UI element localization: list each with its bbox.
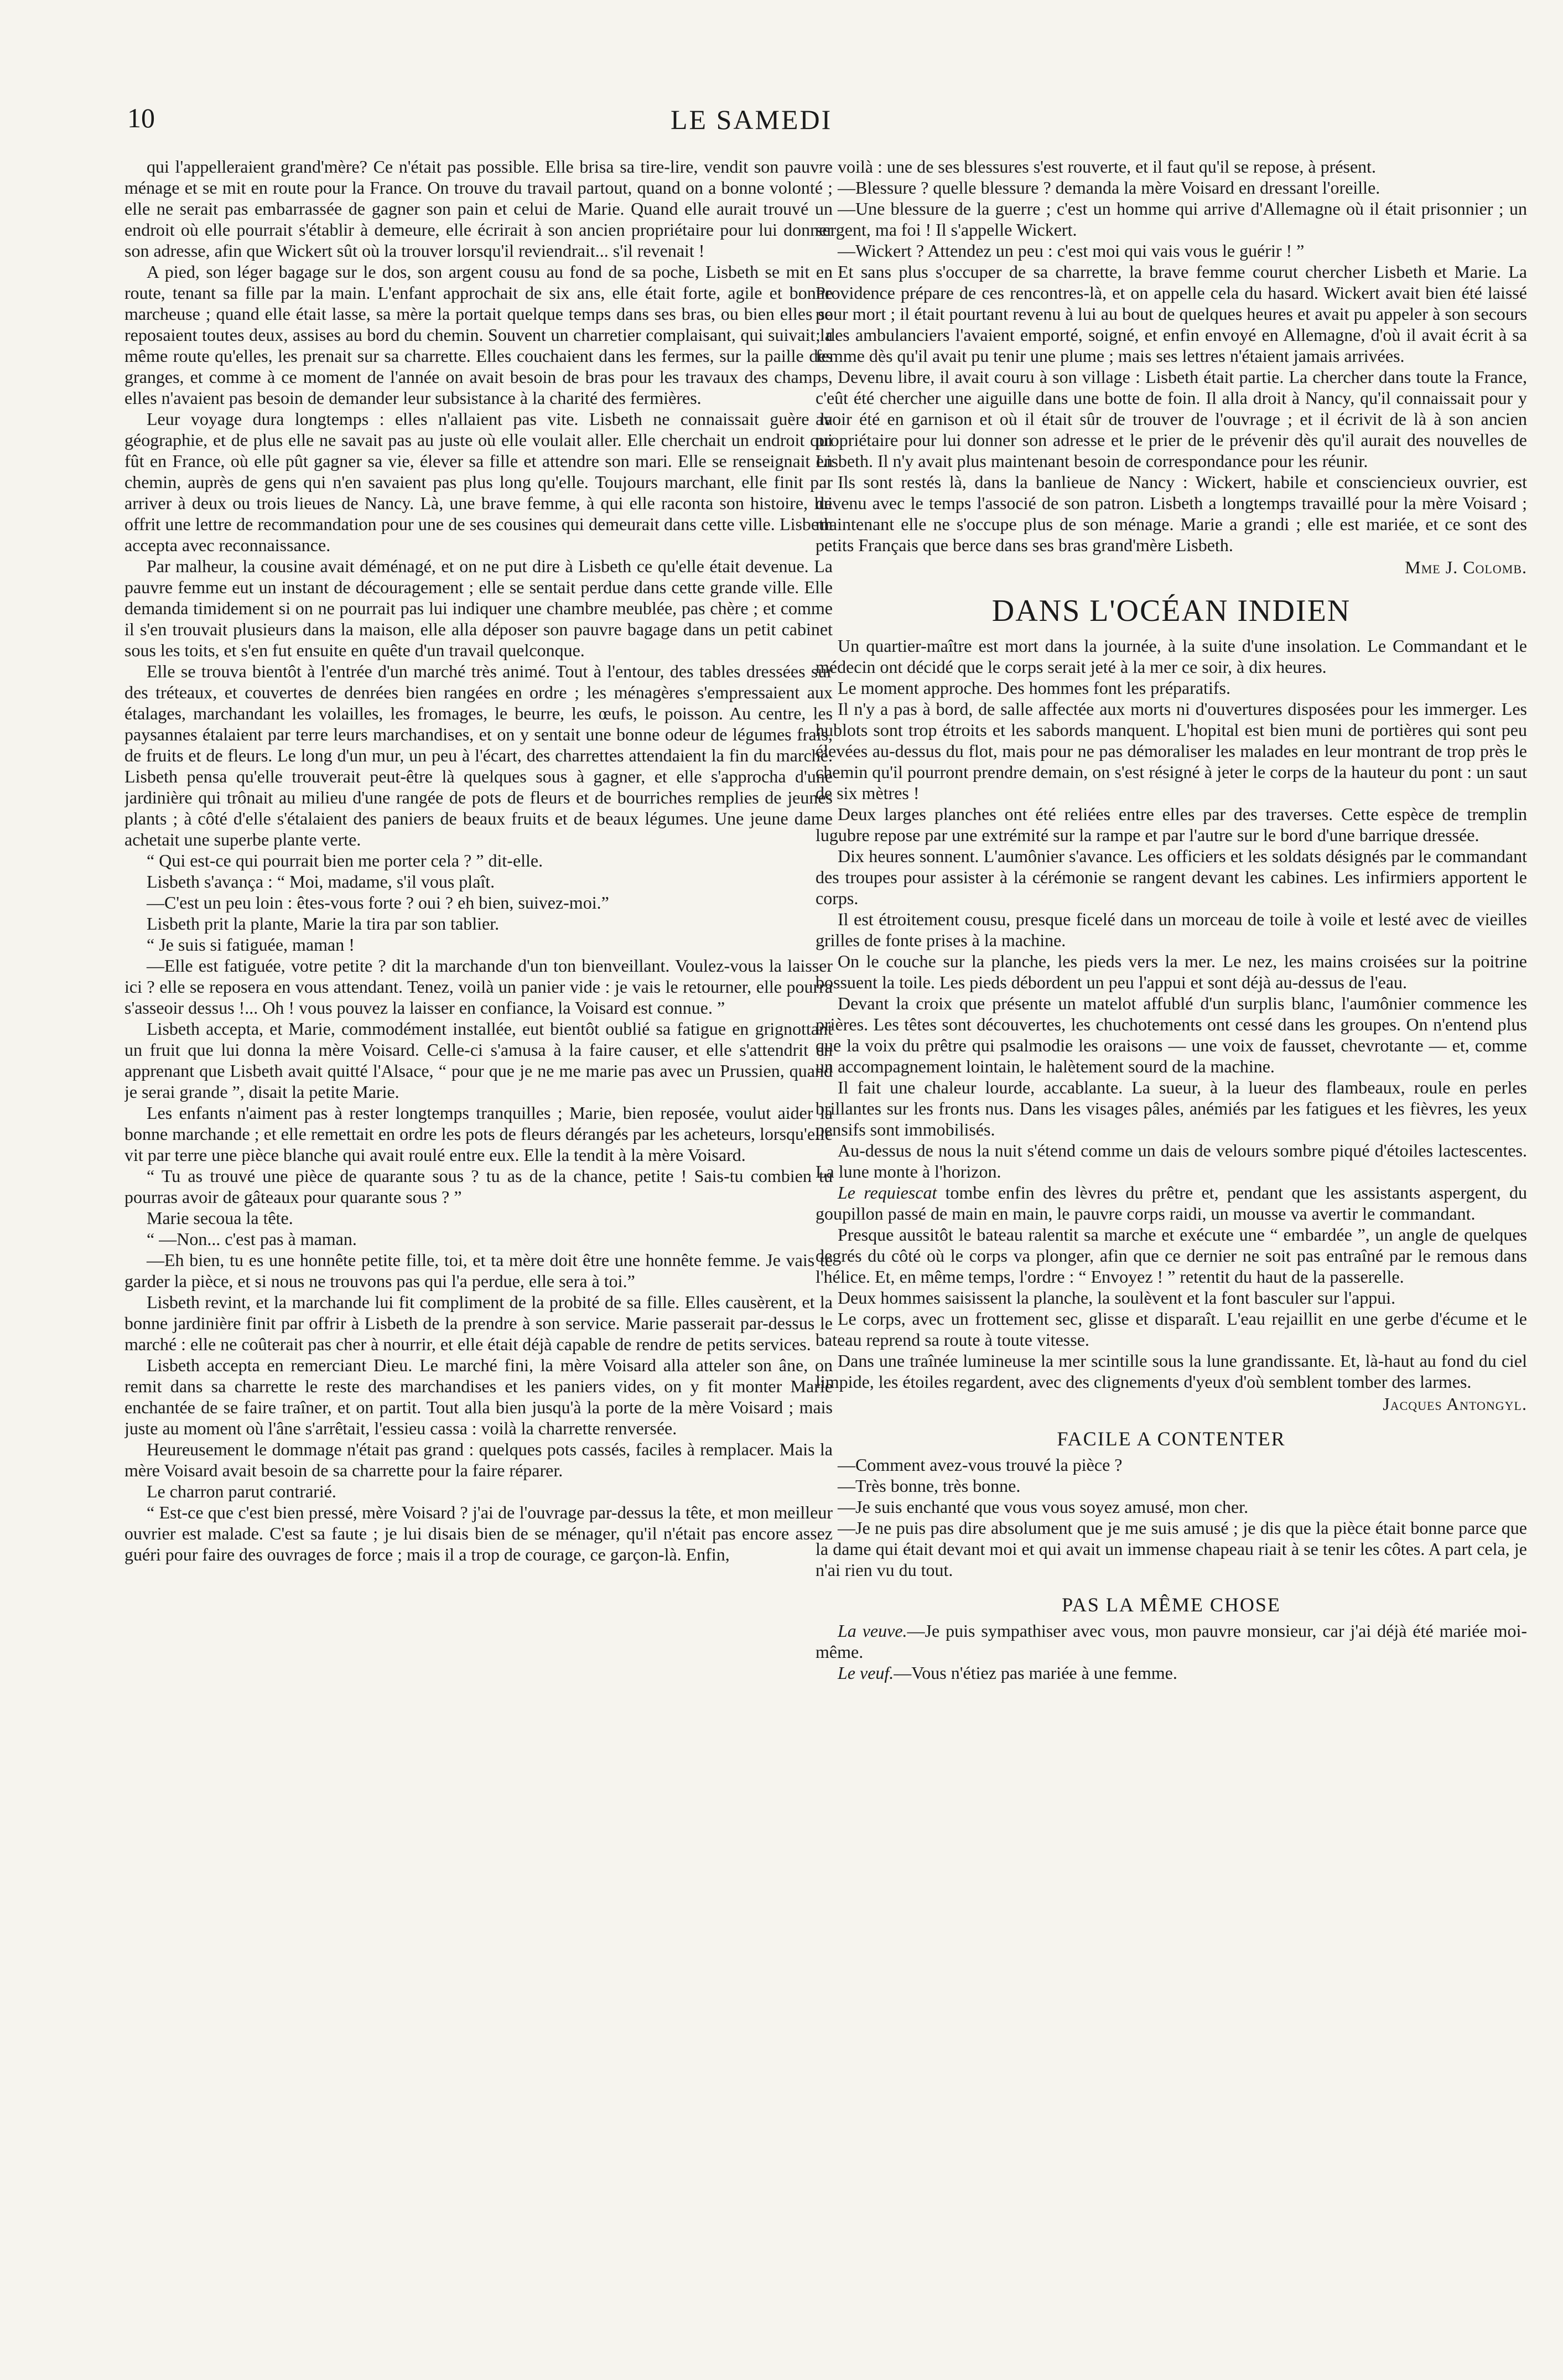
paragraph: —Comment avez-vous trouvé la pièce ? bbox=[838, 1455, 1123, 1475]
dialogue-line bbox=[816, 1662, 1527, 1683]
dialogue-text: —Je puis sympathiser avec vous, mon pauvre monsieur, car j'ai déjà été mariée moi-même. bbox=[816, 1621, 1527, 1662]
paragraph: —Je ne puis pas dire absolument que je me suis amusé ; je dis que la pièce était bonne parce que la dame qui était devant moi et qui avait un immense chapeau riait à se tenir les côtes. A part cela, je n'ai rien vu du tout. bbox=[816, 1518, 1527, 1580]
paragraph: Elle se trouva bientôt à l'entrée d'un marché très animé. Tout à l'entour, des tables dressées sur des tréteaux, et couvertes de denrées bien rangées en ordre ; les ménagères s'empressaient aux étalages, marchandant les volailles, les fromages, le beurre, les œufs, le poisson. Au centre, les paysannes étalaient par terre leurs marchandises, et on y sentait une bonne odeur de légumes frais, de fruits et de fleurs. Le long d'un mur, un peu à l'écart, des charrettes attendaient la fin du marché. Lisbeth pensa qu'elle trouverait peut-être là quelques sous à gagner, et elle s'approcha d'une jardinière qui trônait au milieu d'une rangée de pots de fleurs et de bourriches remplies de jeunes plants ; à côté d'elle s'étalaient des paniers de beaux fruits et de beaux légumes. Une jeune dame achetait une superbe plante verte. bbox=[124, 661, 833, 849]
paragraph: Le charron parut contrarié. bbox=[147, 1481, 336, 1501]
paragraph: Heureusement le dommage n'était pas grand : quelques pots cassés, faciles à remplacer. Mais la mère Voisard avait besoin de sa charrette pour la faire réparer. bbox=[124, 1439, 833, 1480]
paragraph: qui l'appelleraient grand'mère? Ce n'était pas possible. Elle brisa sa tire-lire, vendit son pauvre ménage et se mit en route pour la France. On trouve du travail partout, quand on a bonne volonté ; elle ne serait pas embarrassée de gagner son pain et celui de Marie. Quand elle aurait trouvé un endroit où elle pourrait s'établir à demeure, elle écrirait à son ancien propriétaire pour lui donner son adresse, afin que Wickert sût où la trouver lorsqu'il reviendrait... s'il revenait ! bbox=[124, 157, 833, 261]
paragraph: Par malheur, la cousine avait déménagé, et on ne put dire à Lisbeth ce qu'elle était devenue. La pauvre femme eut un instant de découragement ; elle se sentait perdue dans cette grande ville. Elle demanda timidement si on ne pourrait pas lui indiquer une chambre meublée, pas chère ; et comme il s'en trouvait plusieurs dans la maison, elle alla déposer son pauvre bagage dans un petit cabinet sous les toits, et s'en fut ensuite en quête d'un travail quelconque. bbox=[124, 556, 833, 660]
author-signature bbox=[816, 557, 1527, 578]
article-title-pas-meme: PAS LA MÊME CHOSE bbox=[1062, 1594, 1281, 1616]
paragraph: Au-dessus de nous la nuit s'étend comme un dais de velours sombre piqué d'étoiles lactescentes. La lune monte à l'horizon. bbox=[816, 1140, 1527, 1181]
paragraph: Deux hommes saisissent la planche, la soulèvent et la font basculer sur l'appui. bbox=[838, 1288, 1396, 1308]
paragraph: Devant la croix que présente un matelot affublé d'un surplis blanc, l'aumônier commence les prières. Les têtes sont découvertes, les chuchotements ont cessé dans les groupes. On n'entend plus que la voix du prêtre qui psalmodie les oraisons — une voix de fausset, chevrotante — et, comme un accompagnement lointain, le halètement sourd de la machine. bbox=[816, 993, 1527, 1076]
paragraph: Et sans plus s'occuper de sa charrette, la brave femme courut chercher Lisbeth et Marie. La Providence prépare de ces rencontres-là, et on appelle cela du hasard. Wickert avait bien été laissé pour mort ; il était pourtant revenu à lui au bout de quelques heures et avait pu appeler à son secours ; des ambulanciers l'avaient emporté, soigné, et enfin envoyé en Allemagne, d'où il avait écrit à sa femme dès qu'il avait pu tenir une plume ; mais ses lettres n'étaient jamais arrivées. bbox=[816, 262, 1527, 366]
paragraph: Le corps, avec un frottement sec, glisse et disparaît. L'eau rejaillit en une gerbe d'écume et le bateau reprend sa route à toute vitesse. bbox=[816, 1309, 1527, 1350]
paragraph: “ —Non... c'est pas à maman. bbox=[147, 1229, 357, 1249]
paragraph: On le couche sur la planche, les pieds vers la mer. Le nez, les mains croisées sur la poitrine bossuent la toile. Les pieds débordent un peu l'appui et sont déjà au-dessus de l'eau. bbox=[816, 951, 1527, 992]
masthead: LE SAMEDI bbox=[671, 104, 833, 135]
paragraph: Dix heures sonnent. L'aumônier s'avance. Les officiers et les soldats désignés par le commandant des troupes pour assister à la cérémonie se rangent devant les cabines. Les infirmiers apportent le corps. bbox=[816, 846, 1527, 908]
paragraph: —Une blessure de la guerre ; c'est un homme qui arrive d'Allemagne où il était prisonnier ; un sergent, ma foi ! Il s'appelle Wickert. bbox=[816, 199, 1527, 240]
paragraph: Lisbeth s'avança : “ Moi, madame, s'il vous plaît. bbox=[147, 872, 495, 891]
paragraph: Il fait une chaleur lourde, accablante. La sueur, à la lueur des flambeaux, roule en perles brillantes sur les fronts nus. Dans les visages pâles, anémiés par les fatigues et les fièvres, les yeux pensifs sont immobilisés. bbox=[816, 1077, 1527, 1139]
paragraph: Marie secoua la tête. bbox=[147, 1208, 293, 1228]
paragraph: voilà : une de ses blessures s'est rouverte, et il faut qu'il se repose, à présent. bbox=[838, 157, 1377, 177]
article-title-ocean: DANS L'OCÉAN INDIEN bbox=[991, 594, 1351, 628]
paragraph: Il n'y a pas à bord, de salle affectée aux morts ni d'ouvertures disposées pour les immerger. Les hublots sont trop étroits et les sabords manquent. L'hopital est bien muni de portières qui sont peu élevées au-dessus du flot, mais pour ne pas démoraliser les malades en leur montrant de trop près le chemin qu'il pourront prendre demain, on s'est résigné à jeter le corps de la hauteur du pont : un saut de six mètres ! bbox=[816, 699, 1527, 803]
paragraph: Le moment approche. Des hommes font les préparatifs. bbox=[838, 678, 1230, 698]
paragraph: “ Tu as trouvé une pièce de quarante sous ? tu as de la chance, petite ! Sais-tu combien tu pourras avoir de gâteaux pour quarante sous ? ” bbox=[124, 1166, 833, 1207]
paragraph: “ Je suis si fatiguée, maman ! bbox=[147, 935, 355, 955]
paragraph: Ils sont restés là, dans la banlieue de Nancy : Wickert, habile et consciencieux ouvrier, est devenu avec le temps l'associé de son patron. Lisbeth a longtemps travaillé pour la mère Voisard ; maintenant elle ne s'occupe plus de son ménage. Marie a grandi ; elle est mariée, et ce sont des petits Français que berce dans ses bras grand'mère Lisbeth. bbox=[816, 472, 1527, 555]
paragraph: Lisbeth accepta, et Marie, commodément installée, eut bientôt oublié sa fatigue en grignottant un fruit que lui donna la mère Voisard. Celle-ci s'amusa à la faire causer, et elle s'attendrit en apprenant que Lisbeth avait quitté l'Alsace, “ pour que je ne me marie pas avec un Prussien, quand je serai grande ”, disait la petite Marie. bbox=[124, 1019, 833, 1102]
italic-term: Le requiescat bbox=[838, 1183, 937, 1202]
article-title-facile: FACILE A CONTENTER bbox=[1057, 1428, 1286, 1450]
paragraph: Presque aussitôt le bateau ralentit sa marche et exécute une “ embardée ”, un angle de quelques degrés du côté où le corps va plonger, afin que ce dernier ne soit pas entraîné par le remous dans l'hélice. Et, en même temps, l'ordre : “ Envoyez ! ” retentit du haut de la passerelle. bbox=[816, 1225, 1527, 1287]
speaker-label: La veuve. bbox=[838, 1621, 907, 1641]
paragraph: Il est étroitement cousu, presque ficelé dans un morceau de toile à voile et lesté avec de vieilles grilles de fonte prises à la machine. bbox=[816, 909, 1527, 950]
paragraph: —C'est un peu loin : êtes-vous forte ? oui ? eh bien, suivez-moi.” bbox=[147, 893, 609, 912]
paragraph-requiescat bbox=[816, 1182, 1527, 1224]
paragraph: “ Qui est-ce qui pourrait bien me porter cela ? ” dit-elle. bbox=[147, 851, 543, 870]
paragraph: —Eh bien, tu es une honnête petite fille, toi, et ta mère doit être une honnête femme. Je vais te garder la pièce, et si nous ne trouvons pas qui l'a perdue, elle sera à toi.” bbox=[124, 1250, 833, 1291]
signature-text: Jacques Antongyl. bbox=[1383, 1394, 1527, 1414]
dialogue-text: —Vous n'étiez pas mariée à une femme. bbox=[894, 1663, 1177, 1683]
paragraph: Lisbeth prit la plante, Marie la tira par son tablier. bbox=[147, 914, 500, 934]
paragraph: Un quartier-maître est mort dans la journée, à la suite d'une insolation. Le Commandant et le médecin ont décidé que le corps serait jeté à la mer ce soir, à dix heures. bbox=[816, 636, 1527, 677]
speaker-label: Le veuf. bbox=[838, 1663, 894, 1683]
paragraph: Lisbeth revint, et la marchande lui fit compliment de la probité de sa fille. Elles causèrent, et la bonne jardinière finit par offrir à Lisbeth de la prendre à son service. Marie passerait par-dessus le marché : elle ne coûterait pas cher à nourrir, et elle était déjà capable de rendre de petits services. bbox=[124, 1292, 833, 1354]
paragraph: Lisbeth accepta en remerciant Dieu. Le marché fini, la mère Voisard alla atteler son âne, on remit dans sa charrette le reste des marchandises et les paniers vides, on y fit monter Marie enchantée de se faire traîner, et on partit. Tout alla bien jusqu'à la porte de la mère Voisard ; mais juste au moment où l'âne s'arrêtait, l'essieu cassa : voilà la charrette renversée. bbox=[124, 1355, 833, 1438]
dialogue-line bbox=[816, 1620, 1527, 1662]
paragraph: Devenu libre, il avait couru à son village : Lisbeth était partie. La chercher dans toute la France, c'eût été chercher une aiguille dans une botte de foin. Il alla droit à Nancy, qu'il connaissait pour y avoir été en garnison et où il était sûr de trouver de l'ouvrage ; et il écrivit de là à son ancien propriétaire pour lui donner son adresse et le prier de le prévenir dès qu'il aurait des nouvelles de Lisbeth. Il n'y avait plus maintenant besoin de correspondance pour les réunir. bbox=[816, 367, 1527, 471]
right-column bbox=[816, 156, 1527, 2336]
paragraph: —Très bonne, très bonne. bbox=[838, 1476, 1021, 1496]
paragraph: A pied, son léger bagage sur le dos, son argent cousu au fond de sa poche, Lisbeth se mit en route, tenant sa fille par la main. L'enfant approchait de six ans, elle était forte, agile et bonne marcheuse ; quand elle était lasse, sa mère la portait quelque temps dans ses bras, ou bien elles se reposaient toutes deux, assises au bord du chemin. Souvent un charretier complaisant, qui suivait la même route qu'elles, les prenait sur sa charrette. Elles couchaient dans les fermes, sur la paille des granges, et comme à ce moment de l'année on avait besoin de bras pour les travaux des champs, elles n'avaient pas besoin de demander leur subsistance à la charité des fermières. bbox=[124, 262, 833, 408]
paragraph: Leur voyage dura longtemps : elles n'allaient pas vite. Lisbeth ne connaissait guère la géographie, et de plus elle ne savait pas au juste où elle voulait aller. Elle cherchait un endroit qui fût en France, où elle pût gagner sa vie, élever sa fille et attendre son mari. Elle se renseignait en chemin, auprès de gens qui n'en savaient pas plus long qu'elle. Toujours marchant, elle finit par arriver à deux ou trois lieues de Nancy. Là, une brave femme, à qui elle raconta son histoire, lui offrit une lettre de recommandation pour une de ses cousines qui demeurait dans cette ville. Lisbeth accepta avec reconnaissance. bbox=[124, 409, 833, 555]
paragraph: —Elle est fatiguée, votre petite ? dit la marchande d'un ton bienveillant. Voulez-vous la laisser ici ? elle se reposera en vous attendant. Tenez, voilà un panier vide : je vais le retourner, elle pourra s'asseoir dessus !... Oh ! vous pouvez la laisser en confiance, la Voisard est connue. ” bbox=[124, 956, 833, 1018]
paragraph: “ Est-ce que c'est bien pressé, mère Voisard ? j'ai de l'ouvrage par-dessus la tête, et mon meilleur ouvrier est malade. C'est sa faute ; je lui disais bien de se ménager, qu'il n'était pas encore assez guéri pour faire des ouvrages de force ; mais il a trop de courage, ce garçon-là. Enfin, bbox=[124, 1502, 833, 1564]
author-signature bbox=[816, 1393, 1527, 1414]
left-column bbox=[124, 156, 833, 2336]
paragraph: —Blessure ? quelle blessure ? demanda la mère Voisard en dressant l'oreille. bbox=[838, 178, 1380, 198]
paragraph-text: tombe enfin des lèvres du prêtre et, pendant que les assistants aspergent, du goupillon passé de main en main, le pauvre corps raidi, un mousse va avertir le commandant. bbox=[816, 1183, 1527, 1223]
paragraph: —Je suis enchanté que vous vous soyez amusé, mon cher. bbox=[838, 1497, 1249, 1517]
paragraph: Deux larges planches ont été reliées entre elles par des traverses. Cette espèce de tremplin lugubre repose par une extrémité sur la rampe et par l'autre sur le bord d'une barrique dressée. bbox=[816, 804, 1527, 845]
paragraph: —Wickert ? Attendez un peu : c'est moi qui vais vous le guérir ! ” bbox=[838, 241, 1305, 261]
paragraph: Les enfants n'aiment pas à rester longtemps tranquilles ; Marie, bien reposée, voulut aider la bonne marchande ; et elle remettait en ordre les pots de fleurs dérangés par les acheteurs, lorsqu'elle vit par terre une pièce blanche qui avait roulé entre eux. Elle la tendit à la mère Voisard. bbox=[124, 1103, 833, 1165]
paragraph: Dans une traînée lumineuse la mer scintille sous la lune grandissante. Et, là-haut au fond du ciel limpide, les étoiles regardent, avec des clignements d'yeux d'où semblent tomber des larmes. bbox=[816, 1351, 1527, 1392]
signature-text: Mme J. Colomb. bbox=[1405, 557, 1527, 577]
page-number: 10 bbox=[127, 102, 155, 133]
